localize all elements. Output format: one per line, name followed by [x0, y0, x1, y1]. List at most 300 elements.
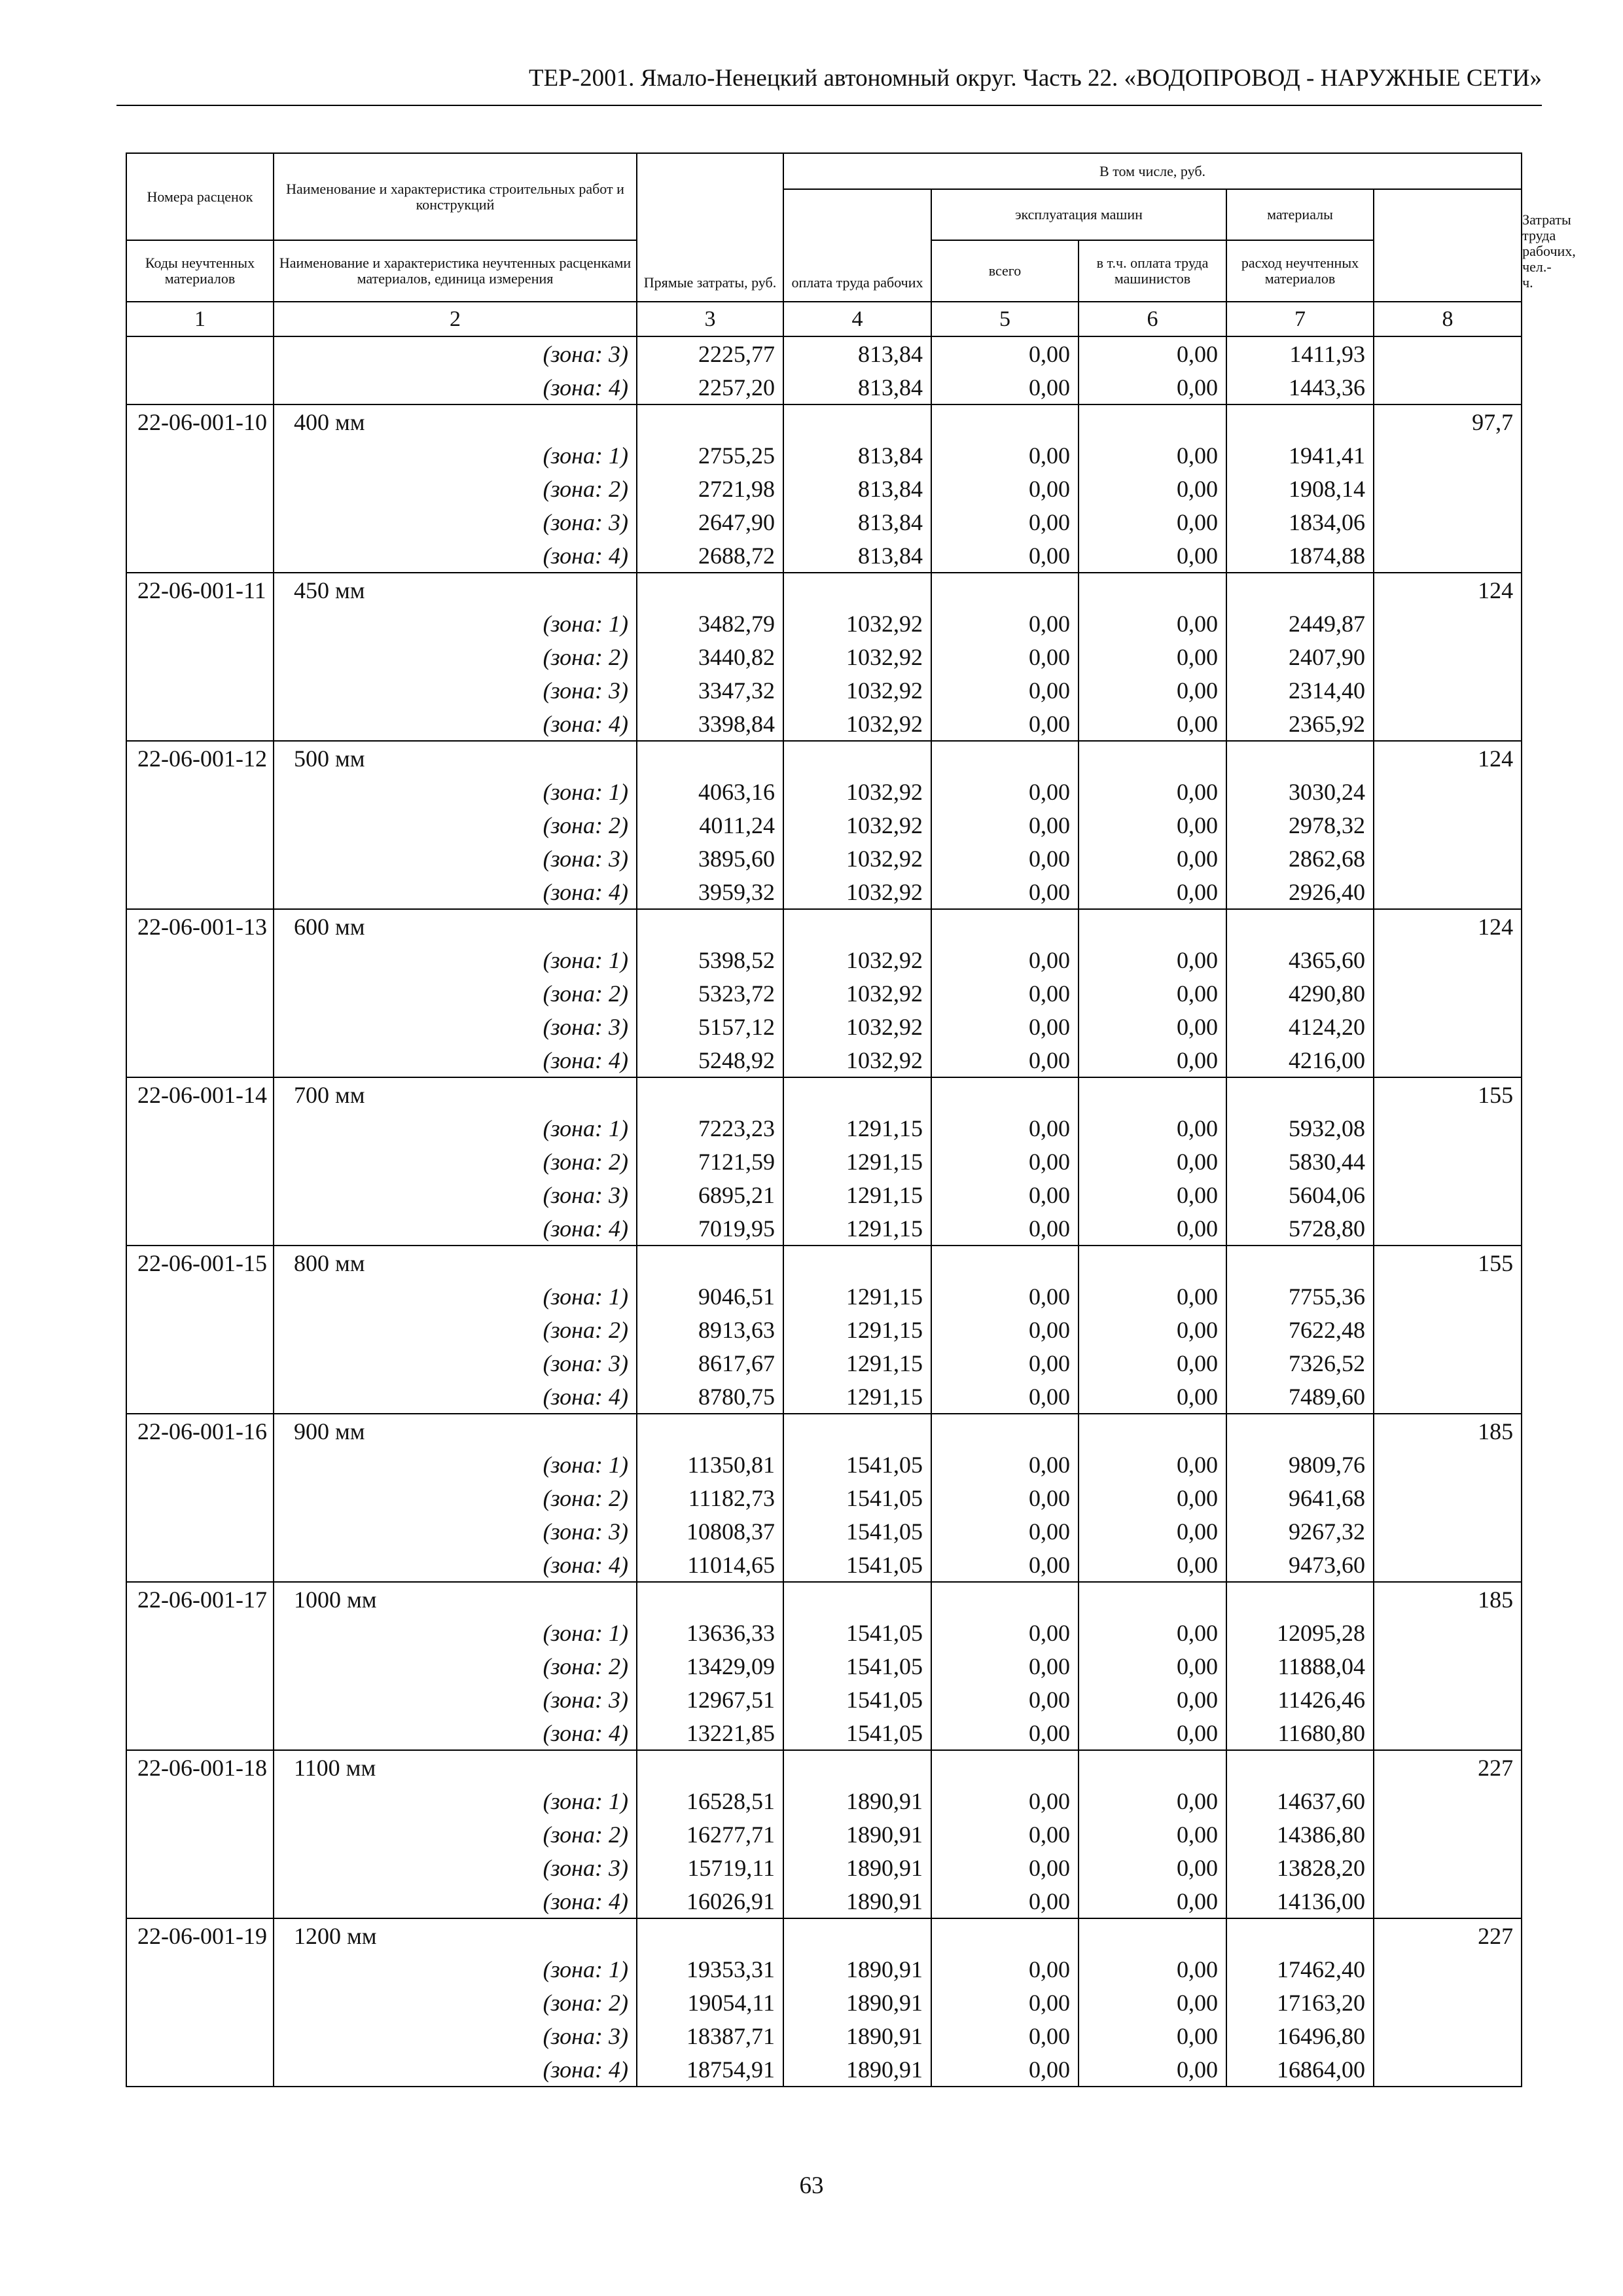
- rate-code-cell: [126, 1380, 274, 1414]
- empty-cell: [1226, 741, 1374, 775]
- zone-label: (зона: 1): [274, 775, 637, 808]
- zone-label: (зона: 3): [274, 1851, 637, 1884]
- direct-costs-value: 15719,11: [637, 1851, 783, 1884]
- operator-pay-value: 0,00: [1079, 943, 1226, 977]
- labor-hours-cell: [1374, 1043, 1522, 1077]
- price-table: [126, 152, 1576, 2087]
- rate-code-cell: [126, 1548, 274, 1582]
- rate-code-cell: [126, 336, 274, 370]
- rate-code: 22-06-001-14: [126, 1077, 274, 1111]
- worker-pay-value: 1032,92: [783, 977, 931, 1010]
- operator-pay-value: 0,00: [1079, 370, 1226, 404]
- empty-cell: [1079, 1918, 1226, 1952]
- rate-code-cell: [126, 943, 274, 977]
- empty-cell: [1226, 1246, 1374, 1280]
- worker-pay-value: 1890,91: [783, 1884, 931, 1918]
- labor-hours-value: 185: [1374, 1582, 1522, 1616]
- worker-pay-value: 1890,91: [783, 2053, 931, 2087]
- operator-pay-value: 0,00: [1079, 1851, 1226, 1884]
- worker-pay-value: 813,84: [783, 472, 931, 505]
- labor-hours-cell: [1374, 2053, 1522, 2087]
- zone-label: (зона: 2): [274, 640, 637, 673]
- worker-pay-value: 1890,91: [783, 1851, 931, 1884]
- labor-hours-value: 124: [1374, 909, 1522, 943]
- table-row: [126, 1716, 1522, 1750]
- machines-total-value: 0,00: [931, 640, 1079, 673]
- rate-code-cell: [126, 1481, 274, 1515]
- labor-hours-value: 124: [1374, 741, 1522, 775]
- pipe-diameter: 1100 мм: [274, 1750, 637, 1784]
- column-number: 7: [1226, 302, 1374, 336]
- rate-code-cell: [126, 1818, 274, 1851]
- labor-hours-cell: [1374, 1111, 1522, 1145]
- materials-value: 9267,32: [1226, 1515, 1374, 1548]
- labor-hours-cell: [1374, 775, 1522, 808]
- direct-costs-value: 11182,73: [637, 1481, 783, 1515]
- rate-code-cell: [126, 1211, 274, 1246]
- labor-hours-cell: [1374, 1683, 1522, 1716]
- materials-value: 1908,14: [1226, 472, 1374, 505]
- zone-label: (зона: 2): [274, 977, 637, 1010]
- materials-value: 5604,06: [1226, 1178, 1374, 1211]
- machines-total-value: 0,00: [931, 1178, 1079, 1211]
- materials-value: 1411,93: [1226, 336, 1374, 370]
- materials-value: 4124,20: [1226, 1010, 1374, 1043]
- labor-hours-value: 185: [1374, 1414, 1522, 1448]
- pipe-diameter: 600 мм: [274, 909, 637, 943]
- machines-total-value: 0,00: [931, 336, 1079, 370]
- operator-pay-value: 0,00: [1079, 439, 1226, 472]
- empty-cell: [1079, 1077, 1226, 1111]
- empty-cell: [931, 1414, 1079, 1448]
- direct-costs-value: 16277,71: [637, 1818, 783, 1851]
- direct-costs-value: 13221,85: [637, 1716, 783, 1750]
- materials-value: 17462,40: [1226, 1952, 1374, 1986]
- machines-total-value: 0,00: [931, 775, 1079, 808]
- machines-total-value: 0,00: [931, 1481, 1079, 1515]
- operator-pay-value: 0,00: [1079, 1178, 1226, 1211]
- worker-pay-value: 1291,15: [783, 1280, 931, 1313]
- materials-value: 2978,32: [1226, 808, 1374, 842]
- labor-hours-cell: [1374, 505, 1522, 539]
- worker-pay-value: 1890,91: [783, 1784, 931, 1818]
- materials-value: 3030,24: [1226, 775, 1374, 808]
- worker-pay-value: 1291,15: [783, 1313, 931, 1346]
- operator-pay-value: 0,00: [1079, 1818, 1226, 1851]
- operator-pay-value: 0,00: [1079, 808, 1226, 842]
- materials-value: 2926,40: [1226, 875, 1374, 909]
- direct-costs-value: 7121,59: [637, 1145, 783, 1178]
- rate-code-cell: [126, 875, 274, 909]
- operator-pay-value: 0,00: [1079, 2053, 1226, 2087]
- operator-pay-value: 0,00: [1079, 977, 1226, 1010]
- worker-pay-value: 1541,05: [783, 1481, 931, 1515]
- labor-hours-cell: [1374, 1346, 1522, 1380]
- zone-label: (зона: 4): [274, 1211, 637, 1246]
- labor-hours-cell: [1374, 1448, 1522, 1481]
- zone-label: (зона: 3): [274, 1010, 637, 1043]
- labor-hours-value: 97,7: [1374, 404, 1522, 439]
- rate-code-cell: [126, 1986, 274, 2019]
- materials-value: 2407,90: [1226, 640, 1374, 673]
- materials-value: 11888,04: [1226, 1649, 1374, 1683]
- table-row: [126, 1178, 1522, 1211]
- operator-pay-value: 0,00: [1079, 2019, 1226, 2053]
- header-material-consumption: расход неучтенных материалов: [1226, 240, 1374, 302]
- empty-cell: [637, 404, 783, 439]
- empty-cell: [1079, 573, 1226, 607]
- zone-label: (зона: 3): [274, 336, 637, 370]
- machines-total-value: 0,00: [931, 1548, 1079, 1582]
- direct-costs-value: 3440,82: [637, 640, 783, 673]
- table-row: [126, 2019, 1522, 2053]
- zone-label: (зона: 2): [274, 1986, 637, 2019]
- zone-label: (зона: 1): [274, 439, 637, 472]
- rate-header-row: [126, 1414, 1522, 1448]
- zone-label: (зона: 3): [274, 673, 637, 707]
- direct-costs-value: 8617,67: [637, 1346, 783, 1380]
- zone-label: (зона: 1): [274, 607, 637, 640]
- labor-hours-cell: [1374, 472, 1522, 505]
- operator-pay-value: 0,00: [1079, 607, 1226, 640]
- operator-pay-value: 0,00: [1079, 1380, 1226, 1414]
- labor-hours-value: 155: [1374, 1077, 1522, 1111]
- direct-costs-value: 8913,63: [637, 1313, 783, 1346]
- empty-cell: [783, 741, 931, 775]
- labor-hours-cell: [1374, 808, 1522, 842]
- rate-code-cell: [126, 808, 274, 842]
- header-operator-pay: в т.ч. оплата труда машинистов: [1079, 240, 1226, 302]
- table-row: [126, 370, 1522, 404]
- worker-pay-value: 1032,92: [783, 1043, 931, 1077]
- machines-total-value: 0,00: [931, 1145, 1079, 1178]
- empty-cell: [783, 404, 931, 439]
- empty-cell: [1226, 1077, 1374, 1111]
- direct-costs-value: 2688,72: [637, 539, 783, 573]
- direct-costs-value: 5157,12: [637, 1010, 783, 1043]
- worker-pay-value: 813,84: [783, 505, 931, 539]
- materials-value: 1834,06: [1226, 505, 1374, 539]
- rate-header-row: [126, 1750, 1522, 1784]
- table-row: [126, 808, 1522, 842]
- zone-label: (зона: 4): [274, 1716, 637, 1750]
- machines-total-value: 0,00: [931, 1683, 1079, 1716]
- empty-cell: [1079, 1414, 1226, 1448]
- materials-value: 1874,88: [1226, 539, 1374, 573]
- direct-costs-value: 3895,60: [637, 842, 783, 875]
- empty-cell: [931, 1582, 1079, 1616]
- empty-cell: [931, 1077, 1079, 1111]
- labor-hours-cell: [1374, 539, 1522, 573]
- materials-value: 9641,68: [1226, 1481, 1374, 1515]
- rate-code-cell: [126, 1716, 274, 1750]
- operator-pay-value: 0,00: [1079, 1346, 1226, 1380]
- rate-code-cell: [126, 673, 274, 707]
- zone-label: (зона: 1): [274, 1952, 637, 1986]
- zone-label: (зона: 1): [274, 1784, 637, 1818]
- materials-value: 4365,60: [1226, 943, 1374, 977]
- table-row: [126, 943, 1522, 977]
- zone-label: (зона: 2): [274, 1649, 637, 1683]
- table-row: [126, 1548, 1522, 1582]
- zone-label: (зона: 3): [274, 842, 637, 875]
- rate-code-cell: [126, 1952, 274, 1986]
- materials-value: 2862,68: [1226, 842, 1374, 875]
- materials-value: 11426,46: [1226, 1683, 1374, 1716]
- empty-cell: [637, 1246, 783, 1280]
- machines-total-value: 0,00: [931, 1616, 1079, 1649]
- empty-cell: [931, 909, 1079, 943]
- rate-header-row: [126, 909, 1522, 943]
- machines-total-value: 0,00: [931, 472, 1079, 505]
- empty-cell: [1079, 1750, 1226, 1784]
- materials-value: 2365,92: [1226, 707, 1374, 741]
- operator-pay-value: 0,00: [1079, 1145, 1226, 1178]
- table-row: [126, 1986, 1522, 2019]
- worker-pay-value: 1541,05: [783, 1649, 931, 1683]
- empty-cell: [931, 573, 1079, 607]
- machines-total-value: 0,00: [931, 875, 1079, 909]
- table-row: [126, 607, 1522, 640]
- materials-value: 13828,20: [1226, 1851, 1374, 1884]
- materials-value: 4290,80: [1226, 977, 1374, 1010]
- column-number: 3: [637, 302, 783, 336]
- direct-costs-value: 2755,25: [637, 439, 783, 472]
- zone-label: (зона: 4): [274, 539, 637, 573]
- table-row: [126, 775, 1522, 808]
- rate-code-cell: [126, 1010, 274, 1043]
- empty-cell: [1079, 909, 1226, 943]
- operator-pay-value: 0,00: [1079, 1649, 1226, 1683]
- worker-pay-value: 1541,05: [783, 1683, 931, 1716]
- operator-pay-value: 0,00: [1079, 707, 1226, 741]
- empty-cell: [1079, 741, 1226, 775]
- rate-code-cell: [126, 1784, 274, 1818]
- header-rate-number: Номера расценок: [126, 153, 274, 240]
- rate-code-cell: [126, 1515, 274, 1548]
- rate-code-cell: [126, 2019, 274, 2053]
- rate-header-row: [126, 1077, 1522, 1111]
- table-row: [126, 1111, 1522, 1145]
- labor-hours-cell: [1374, 1280, 1522, 1313]
- labor-hours-cell: [1374, 673, 1522, 707]
- materials-value: 17163,20: [1226, 1986, 1374, 2019]
- empty-cell: [783, 1414, 931, 1448]
- worker-pay-value: 1032,92: [783, 640, 931, 673]
- labor-hours-cell: [1374, 370, 1522, 404]
- labor-hours-cell: [1374, 1784, 1522, 1818]
- empty-cell: [637, 1918, 783, 1952]
- operator-pay-value: 0,00: [1079, 1515, 1226, 1548]
- worker-pay-value: 1291,15: [783, 1145, 931, 1178]
- labor-hours-cell: [1374, 1515, 1522, 1548]
- worker-pay-value: 1890,91: [783, 2019, 931, 2053]
- direct-costs-value: 16528,51: [637, 1784, 783, 1818]
- column-number: 6: [1079, 302, 1226, 336]
- rate-code-cell: [126, 607, 274, 640]
- rate-code-cell: [126, 370, 274, 404]
- zone-label: (зона: 4): [274, 707, 637, 741]
- rate-header-row: [126, 404, 1522, 439]
- rate-code-cell: [126, 1043, 274, 1077]
- zone-label: (зона: 2): [274, 472, 637, 505]
- rate-code: 22-06-001-10: [126, 404, 274, 439]
- table-row: [126, 336, 1522, 370]
- page-number: 63: [799, 2172, 824, 2199]
- operator-pay-value: 0,00: [1079, 1616, 1226, 1649]
- operator-pay-value: 0,00: [1079, 1784, 1226, 1818]
- column-numbers-row: [126, 302, 1522, 336]
- operator-pay-value: 0,00: [1079, 1548, 1226, 1582]
- empty-cell: [783, 1246, 931, 1280]
- worker-pay-value: 1032,92: [783, 607, 931, 640]
- table-row: [126, 1313, 1522, 1346]
- rate-code-cell: [126, 1111, 274, 1145]
- header-direct-costs: Прямые затраты, руб.: [637, 153, 783, 302]
- rate-code-cell: [126, 539, 274, 573]
- operator-pay-value: 0,00: [1079, 1313, 1226, 1346]
- labor-hours-cell: [1374, 640, 1522, 673]
- table-row: [126, 1010, 1522, 1043]
- labor-hours-cell: [1374, 1884, 1522, 1918]
- running-header: ТЕР-2001. Ямало-Ненецкий автономный округ. Часть 22. «ВОДОПРОВОД - НАРУЖНЫЕ СЕТИ»: [528, 65, 1542, 92]
- materials-value: 9473,60: [1226, 1548, 1374, 1582]
- machines-total-value: 0,00: [931, 370, 1079, 404]
- table-row: [126, 1515, 1522, 1548]
- rate-code: 22-06-001-17: [126, 1582, 274, 1616]
- labor-hours-cell: [1374, 1211, 1522, 1246]
- rate-header-row: [126, 741, 1522, 775]
- empty-cell: [1226, 1918, 1374, 1952]
- direct-costs-value: 7019,95: [637, 1211, 783, 1246]
- table-row: [126, 1211, 1522, 1246]
- column-number: 4: [783, 302, 931, 336]
- operator-pay-value: 0,00: [1079, 1448, 1226, 1481]
- machines-total-value: 0,00: [931, 1380, 1079, 1414]
- materials-value: 12095,28: [1226, 1616, 1374, 1649]
- zone-label: (зона: 4): [274, 1380, 637, 1414]
- machines-total-value: 0,00: [931, 539, 1079, 573]
- zone-label: (зона: 3): [274, 1346, 637, 1380]
- table-row: [126, 2053, 1522, 2087]
- worker-pay-value: 1291,15: [783, 1178, 931, 1211]
- rate-code-cell: [126, 775, 274, 808]
- worker-pay-value: 1291,15: [783, 1211, 931, 1246]
- materials-value: 7326,52: [1226, 1346, 1374, 1380]
- rate-code: 22-06-001-16: [126, 1414, 274, 1448]
- direct-costs-value: 12967,51: [637, 1683, 783, 1716]
- machines-total-value: 0,00: [931, 1043, 1079, 1077]
- empty-cell: [1226, 573, 1374, 607]
- machines-total-value: 0,00: [931, 977, 1079, 1010]
- operator-pay-value: 0,00: [1079, 1716, 1226, 1750]
- empty-cell: [1079, 1246, 1226, 1280]
- empty-cell: [783, 1582, 931, 1616]
- empty-cell: [1226, 1582, 1374, 1616]
- table-row: [126, 707, 1522, 741]
- rate-code-cell: [126, 1851, 274, 1884]
- header-materials: материалы: [1226, 189, 1374, 240]
- rate-code-cell: [126, 1178, 274, 1211]
- worker-pay-value: 1890,91: [783, 1952, 931, 1986]
- labor-hours-cell: [1374, 977, 1522, 1010]
- labor-hours-cell: [1374, 336, 1522, 370]
- operator-pay-value: 0,00: [1079, 1952, 1226, 1986]
- header-rule: [116, 105, 1542, 106]
- column-number: 1: [126, 302, 274, 336]
- machines-total-value: 0,00: [931, 505, 1079, 539]
- rate-code-cell: [126, 439, 274, 472]
- operator-pay-value: 0,00: [1079, 1043, 1226, 1077]
- operator-pay-value: 0,00: [1079, 1986, 1226, 2019]
- empty-cell: [783, 1077, 931, 1111]
- worker-pay-value: 1032,92: [783, 875, 931, 909]
- pipe-diameter: 700 мм: [274, 1077, 637, 1111]
- operator-pay-value: 0,00: [1079, 842, 1226, 875]
- rate-code-cell: [126, 505, 274, 539]
- machines-total-value: 0,00: [931, 1111, 1079, 1145]
- zone-label: (зона: 4): [274, 1884, 637, 1918]
- table-row: [126, 1616, 1522, 1649]
- labor-hours-cell: [1374, 1649, 1522, 1683]
- empty-cell: [1226, 1414, 1374, 1448]
- worker-pay-value: 1291,15: [783, 1346, 931, 1380]
- direct-costs-value: 19353,31: [637, 1952, 783, 1986]
- operator-pay-value: 0,00: [1079, 875, 1226, 909]
- labor-hours-cell: [1374, 1145, 1522, 1178]
- worker-pay-value: 1890,91: [783, 1818, 931, 1851]
- rate-code: 22-06-001-12: [126, 741, 274, 775]
- materials-value: 11680,80: [1226, 1716, 1374, 1750]
- table-row: [126, 472, 1522, 505]
- worker-pay-value: 1032,92: [783, 1010, 931, 1043]
- rate-code-cell: [126, 1346, 274, 1380]
- table-body: [126, 336, 1522, 2087]
- labor-hours-cell: [1374, 1716, 1522, 1750]
- materials-value: 5830,44: [1226, 1145, 1374, 1178]
- table-row: [126, 1280, 1522, 1313]
- worker-pay-value: 1032,92: [783, 808, 931, 842]
- pipe-diameter: 500 мм: [274, 741, 637, 775]
- direct-costs-value: 10808,37: [637, 1515, 783, 1548]
- labor-hours-cell: [1374, 875, 1522, 909]
- worker-pay-value: 813,84: [783, 336, 931, 370]
- machines-total-value: 0,00: [931, 2019, 1079, 2053]
- labor-hours-cell: [1374, 943, 1522, 977]
- empty-cell: [783, 573, 931, 607]
- machines-total-value: 0,00: [931, 842, 1079, 875]
- materials-value: 1443,36: [1226, 370, 1374, 404]
- zone-label: (зона: 4): [274, 1043, 637, 1077]
- zone-label: (зона: 1): [274, 1280, 637, 1313]
- table-row: [126, 439, 1522, 472]
- machines-total-value: 0,00: [931, 808, 1079, 842]
- direct-costs-value: 2647,90: [637, 505, 783, 539]
- rate-code-cell: [126, 1280, 274, 1313]
- direct-costs-value: 5398,52: [637, 943, 783, 977]
- labor-hours-value: 124: [1374, 573, 1522, 607]
- column-number: 5: [931, 302, 1079, 336]
- zone-label: (зона: 1): [274, 943, 637, 977]
- machines-total-value: 0,00: [931, 1211, 1079, 1246]
- header-worker-pay: оплата труда рабочих: [783, 189, 931, 302]
- materials-value: 16496,80: [1226, 2019, 1374, 2053]
- worker-pay-value: 813,84: [783, 539, 931, 573]
- worker-pay-value: 1541,05: [783, 1716, 931, 1750]
- operator-pay-value: 0,00: [1079, 775, 1226, 808]
- header-machines-total: всего: [931, 240, 1079, 302]
- rate-code-cell: [126, 707, 274, 741]
